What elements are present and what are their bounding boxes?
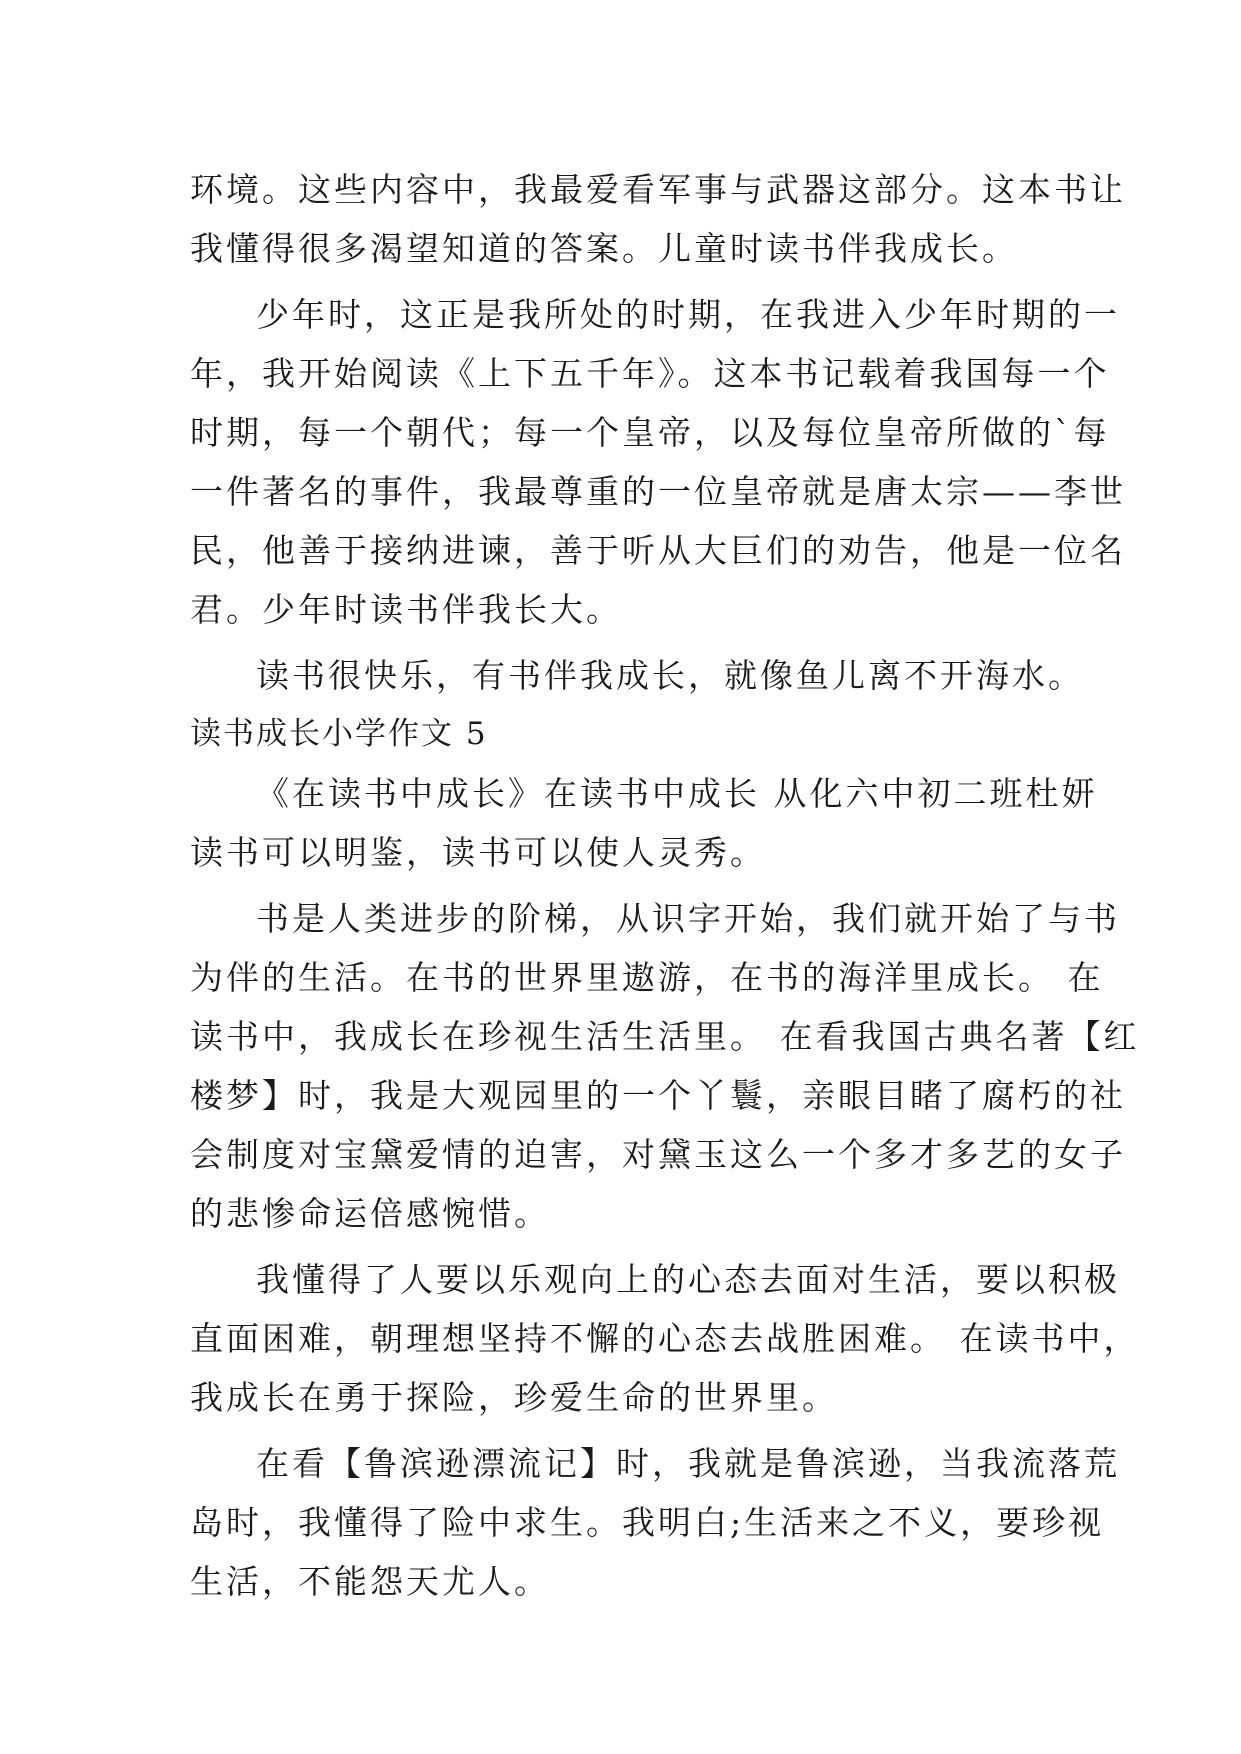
text-line: 君。少年时读书伴我长大。: [190, 590, 622, 629]
text-line: 时期，每一个朝代；每一个皇帝，以及每位皇帝所做的`每: [190, 413, 1110, 452]
text-line: 我懂得很多渴望知道的答案。儿童时读书伴我成长。: [190, 229, 1018, 268]
section-title: 读书成长小学作文 5: [190, 716, 488, 752]
text-line: 会制度对宝黛爱情的迫害，对黛玉这么一个多才多艺的女子: [190, 1135, 1126, 1174]
paragraph-first-line: 我懂得了人要以乐观向上的心态去面对生活，要以积极: [256, 1260, 1120, 1299]
text-line: 一件著名的事件，我最尊重的一位皇帝就是唐太宗——李世: [190, 472, 1126, 511]
paragraph-first-line: 在看【鲁滨逊漂流记】时，我就是鲁滨逊，当我流落荒: [256, 1444, 1120, 1483]
text-line: 生活，不能怨天尤人。: [190, 1562, 550, 1601]
paragraph-first-line: 读书很快乐，有书伴我成长，就像鱼儿离不开海水。: [256, 656, 1084, 695]
text-line: 年，我开始阅读《上下五千年》。这本书记载着我国每一个: [190, 354, 1110, 393]
paragraph-first-line: 《在读书中成长》在读书中成长 从化六中初二班杜妍: [256, 774, 1098, 813]
text-line: 我成长在勇于探险，珍爱生命的世界里。: [190, 1378, 838, 1417]
text-line: 岛时，我懂得了险中求生。我明白;生活来之不义，要珍视: [190, 1503, 1105, 1542]
text-line: 民，他善于接纳进谏，善于听从大巨们的劝告，他是一位名: [190, 531, 1126, 570]
paragraph-first-line: 少年时，这正是我所处的时期，在我进入少年时期的一: [256, 295, 1120, 334]
text-line: 为伴的生活。在书的世界里遨游，在书的海洋里成长。 在: [190, 958, 1104, 997]
paragraph-first-line: 书是人类进步的阶梯，从识字开始，我们就开始了与书: [256, 899, 1120, 938]
text-line: 读书中，我成长在珍视生活生活里。 在看我国古典名著【红: [190, 1017, 1140, 1056]
text-line: 的悲惨命运倍感惋惜。: [190, 1194, 550, 1233]
text-line: 楼梦】时，我是大观园里的一个丫鬟，亲眼目睹了腐朽的社: [190, 1076, 1126, 1115]
text-line: 读书可以明鉴，读书可以使人灵秀。: [190, 833, 766, 872]
document-body: [190, 160, 1140, 1611]
text-line: 直面困难，朝理想坚持不懈的心态去战胜困难。 在读书中，: [190, 1319, 1140, 1358]
text-line: 环境。这些内容中，我最爱看军事与武器这部分。这本书让: [190, 170, 1126, 209]
